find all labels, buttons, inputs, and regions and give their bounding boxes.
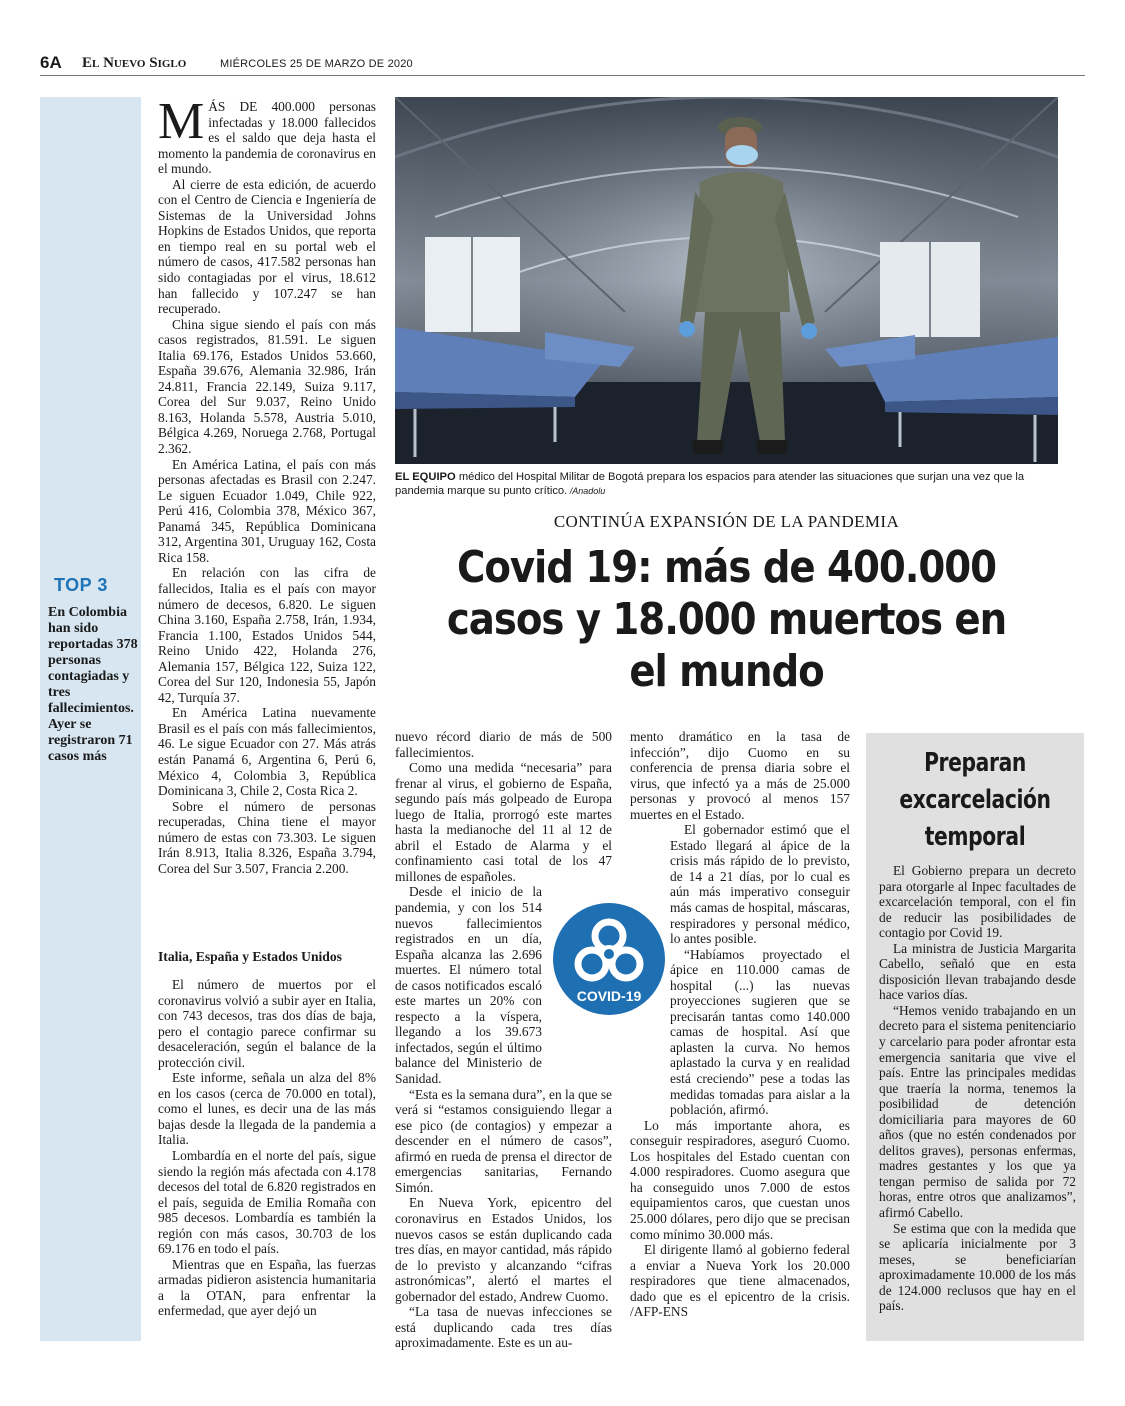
paragraph: Mientras que en España, las fuerzas armadas pidieron asistencia humanitaria a la OTAN, para enfrentar la enfermedad, que ayer dejó un (158, 1256, 376, 1319)
photo-credit: /Anadolu (567, 486, 606, 496)
article-column-1-lower (158, 941, 376, 1319)
subhead: Italia, España y Estados Unidos (158, 949, 342, 964)
military-tent-photo (395, 97, 1058, 464)
publication-name: El Nuevo Siglo (82, 55, 187, 71)
paragraph: nuevo récord diario de más de 500 fallecimientos. (395, 729, 612, 760)
article-kicker: CONTINÚA EXPANSIÓN DE LA PANDEMIA (553, 512, 900, 531)
paragraph: En Nueva York, epicentro del coronavirus en Estados Unidos, los nuevos casos se están duplicando cada tres días, en mayor cantidad, más rápido de lo previsto y alcanzando “cifras astronómicas”, alertó el martes el gobernador del estado, Andrew Cuomo. (395, 1195, 612, 1304)
article-column-3 (630, 729, 850, 1320)
paragraph: “Esta es la semana dura”, en la que se verá si “estamos consiguiendo llegar a ese pico (de contagios) y empezar a descender en el número de casos”, afirmó en rueda de prensa el director de emergencias sanitarias, Fernando Simón. (395, 1086, 612, 1195)
covid-badge (552, 902, 666, 1016)
photo-caption (395, 470, 1055, 498)
sidebar-top3 (40, 97, 141, 1341)
biohazard-icon (552, 902, 666, 1016)
paragraph: Este informe, señala un alza del 8% en los casos (cerca de 70.000 en total), como el lunes, es decir una de las más bajas desde la llegada de la pandemia a Italia. (158, 1070, 376, 1148)
paragraph: Desde el inicio de la pandemia, y con los 514 nuevos fallecimientos registrados en un día, España alcanza las 2.696 muertes. El número total de casos notificados escaló este martes un 20% con respecto a la víspera, llegando a los 39.673 infectados, según el último balance del Ministerio de Sanidad. (395, 884, 542, 1087)
paragraph: Se estima que con la medida que se aplicaría inicialmente por 3 meses, se beneficiarían aproximadamente 10.000 de los más de 124.000 reclusos que hay en el país. (879, 1220, 1076, 1314)
paragraph: Lombardía en el norte del país, sigue siendo la región más afectada con 4.178 decesos del total de 6.820 registrados en el país, seguida de Emilia Romaña con 985 decesos. Lombardía es también la región con más casos, 30.703 de los 69.176 en todo el país. (158, 1148, 376, 1257)
caption-lead: EL EQUIPO (395, 471, 456, 483)
article-photo (395, 97, 1058, 464)
paragraph: Al cierre de esta edición, de acuerdo con el Centro de Ciencia e Ingeniería de Sistemas de la Universidad Johns Hopkins de Estados Unidos, que reporta en tiempo real en su portal web el número de casos, 417.582 personas han sido contagiadas por el virus, 18.612 han fallecido y 107.247 se han recuperado. (158, 176, 376, 317)
article-column-1 (158, 93, 376, 876)
page-header (40, 55, 1085, 76)
sidebar-box (866, 733, 1084, 1341)
paragraph: “Habíamos proyectado el ápice en 110.000 camas de hospital (...) las nuevas proyecciones sugieren que se precisarán tantas como 140.000 camas de hospital. Así que aplasten la curva. No hemos aplastado la curva y en realidad está creciendo” pese a todas las medidas tomadas para aislar a la población, afirmó. (670, 946, 850, 1118)
paragraph: La ministra de Justicia Margarita Cabello, señaló que en esta disposición llevan trabajando desde hace varios días. (879, 940, 1076, 1003)
paragraph: El número de muertos por el coronavirus volvió a subir ayer en Italia, con 743 decesos, tras dos días de baja, pero el contagio parece confirmar su desaceleración, según el balance de la protección civil. (158, 977, 376, 1070)
paragraph: El gobernador estimó que el Estado llegará al ápice de la crisis más rápido de lo previsto, de 14 a 21 días, por lo cual es aún más imperativo conseguir más camas de hospital, máscaras, respiradores y personal médico, lo antes posible. (670, 822, 850, 947)
article-headline: Covid 19: más de 400.000 casos y 18.000 muertos en el mundo (446, 542, 1007, 697)
paragraph: El dirigente llamó al gobierno federal a enviar a Nueva York los 20.000 respiradores que tiene almacenados, dado que es el epicentro de la crisis. /AFP-ENS (630, 1242, 850, 1320)
paragraph: Como una medida “necesaria” para frenar al virus, el gobierno de España, segundo país más golpeado de Europa luego de Italia, prorrogó este martes hasta la medianoche del 11 al 12 de abril el Estado de Alarma y el confinamiento casi total de los 47 millones de españoles. (395, 760, 612, 884)
sidebar-text: En Colombia han sido reportadas 378 personas contagiadas y tres fallecimientos. Ayer se registraron 71 casos más (48, 605, 138, 764)
paragraph: China sigue siendo el país con más casos registrados, 81.591. Le siguen Italia 69.176, Estados Unidos 53.660, España 39.676, Alemania 32.986, Irán 24.811, Francia 22.149, Suiza 9.117, Corea del Sur 9.037, Reino Unido 8.163, Holanda 5.578, Austria 5.010, Bélgica 4.269, Noruega 2.768, Portugal 2.362. (158, 316, 376, 457)
paragraph: “Hemos venido trabajando en un decreto para el sistema penitenciario y carcelario para poder afrontar esta emergencia sanitaria que vive el país. Entre las principales medidas que traería la norma, tenemos la posibilidad de detención domiciliaria para mayores de 60 años (que no estén condenados por delitos graves), personas enfermas, madres gestantes y los que ya tengan permiso de salida por 72 horas, entre otros que analizamos”, afirmó Cabello. (879, 1002, 1076, 1221)
paragraph: En relación con las cifra de fallecidos, Italia es el país con mayor número de decesos, 6.820. Le siguen China 3.160, España 2.758, Irán, 1.934, Francia 1.100, Estados Unidos 544, Reino Unido 422, Holanda 276, Alemania 157, Bélgica 122, Suiza 122, Corea del Sur 120, Indonesia 55, Japón 42, Turquía 37. (158, 565, 376, 705)
paragraph: En América Latina nuevamente Brasil es el país con más fallecimientos, 46. Le sigue Ecuador con 27. Más atrás están Panamá 6, Argentina 6, Perú 6, México 4, Colombia 3, República Dominicana 3, Chile 2, Costa Rica 2. (158, 705, 376, 799)
box-title: Preparan excarcelación temporal (899, 748, 1051, 852)
paragraph: El Gobierno prepara un decreto para otorgarle al Inpec facultades de excarcelación temporal, con el fin de reducir las posibilidades de contagio por Covid 19. (879, 863, 1076, 941)
caption-text: médico del Hospital Militar de Bogotá prepara los espacios para atender las situaciones que surjan una vez que la pandemia marque su punto crítico. (395, 471, 1025, 497)
paragraph: En América Latina, el país con más personas afectadas es Brasil con 2.247. Le siguen Ecuador 1.049, Chile 922, Perú 416, Colombia 378, México 367, Panamá 345, República Dominicana 312, Argentina 301, Uruguay 162, Costa Rica 158. (158, 456, 376, 565)
article-column-2 (395, 729, 612, 1351)
covid-badge-label: COVID-19 (576, 988, 642, 1004)
paragraph: Sobre el número de personas recuperadas, China tiene el mayor número de estas con 73.303. Le siguen Irán 8.913, Italia 8.326, España 3.794, Corea del Sur 3.507, Francia 2.200. (158, 798, 376, 876)
page-number: 6A (40, 53, 62, 72)
paragraph: mento dramático en la tasa de infección”, dijo Cuomo en su conferencia de prensa diaria sobre el virus, que infectó ya a más de 25.000 personas y provocó al menos 157 muertes en el Estado. (630, 729, 850, 822)
drop-cap: M (158, 93, 205, 150)
sidebar-title: TOP 3 (54, 575, 108, 595)
issue-date: MIÉRCOLES 25 DE MARZO DE 2020 (220, 58, 413, 70)
paragraph: “La tasa de nuevas infecciones se está duplicando cada tres días aproximadamente. Este es un au- (395, 1304, 612, 1351)
paragraph: ÁS DE 400.000 personas infectadas y 18.000 fallecidos es el saldo que deja hasta el momento la pandemia de coronavirus en el mundo. (158, 99, 376, 177)
box-text (879, 863, 1076, 1314)
paragraph: Lo más importante ahora, es conseguir respiradores, aseguró Cuomo. Los hospitales del Estado cuentan con 4.000 respiradores. Cuomo asegura que ha conseguido unos 7.000 de estos equipamientos caros, que cuestan unos 25.000 dólares, pero dijo que se precisan como mínimo 30.000 más. (630, 1117, 850, 1242)
